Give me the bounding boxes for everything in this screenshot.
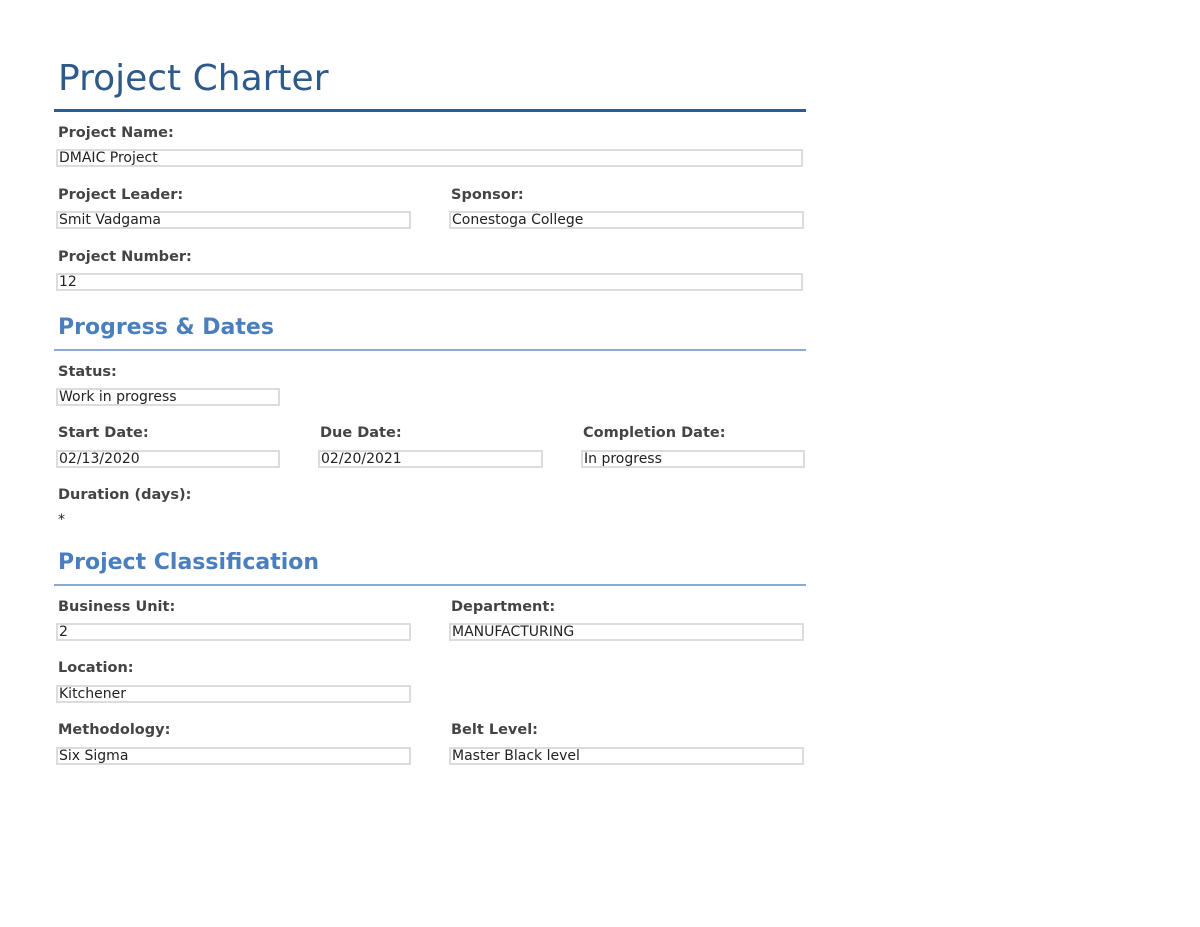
sponsor-field[interactable]: Conestoga College	[449, 211, 804, 229]
department-field[interactable]: MANUFACTURING	[449, 623, 804, 641]
project-number-label: Project Number:	[58, 249, 192, 265]
completion-date-field[interactable]: In progress	[581, 450, 805, 468]
belt-level-field[interactable]: Master Black level	[449, 747, 804, 765]
classification-heading: Project Classification	[58, 550, 320, 575]
location-label: Location:	[58, 660, 134, 676]
sponsor-label: Sponsor:	[451, 187, 524, 203]
location-field[interactable]: Kitchener	[56, 685, 411, 703]
completion-date-label: Completion Date:	[583, 425, 726, 441]
project-name-label: Project Name:	[58, 125, 174, 141]
progress-divider	[54, 349, 806, 351]
belt-level-label: Belt Level:	[451, 722, 538, 738]
methodology-field[interactable]: Six Sigma	[56, 747, 411, 765]
business-unit-field[interactable]: 2	[56, 623, 411, 641]
project-name-field[interactable]: DMAIC Project	[56, 149, 803, 167]
start-date-field[interactable]: 02/13/2020	[56, 450, 280, 468]
start-date-label: Start Date:	[58, 425, 149, 441]
duration-label: Duration (days):	[58, 487, 192, 503]
status-label: Status:	[58, 364, 117, 380]
project-number-field[interactable]: 12	[56, 273, 803, 291]
duration-value: *	[58, 512, 65, 528]
due-date-label: Due Date:	[320, 425, 402, 441]
page-title: Project Charter	[58, 58, 329, 99]
due-date-field[interactable]: 02/20/2021	[318, 450, 543, 468]
methodology-label: Methodology:	[58, 722, 171, 738]
project-leader-field[interactable]: Smit Vadgama	[56, 211, 411, 229]
classification-divider	[54, 584, 806, 586]
business-unit-label: Business Unit:	[58, 599, 176, 615]
project-leader-label: Project Leader:	[58, 187, 184, 203]
title-divider	[54, 109, 806, 112]
progress-dates-heading: Progress & Dates	[58, 315, 274, 340]
status-field[interactable]: Work in progress	[56, 388, 280, 406]
department-label: Department:	[451, 599, 556, 615]
